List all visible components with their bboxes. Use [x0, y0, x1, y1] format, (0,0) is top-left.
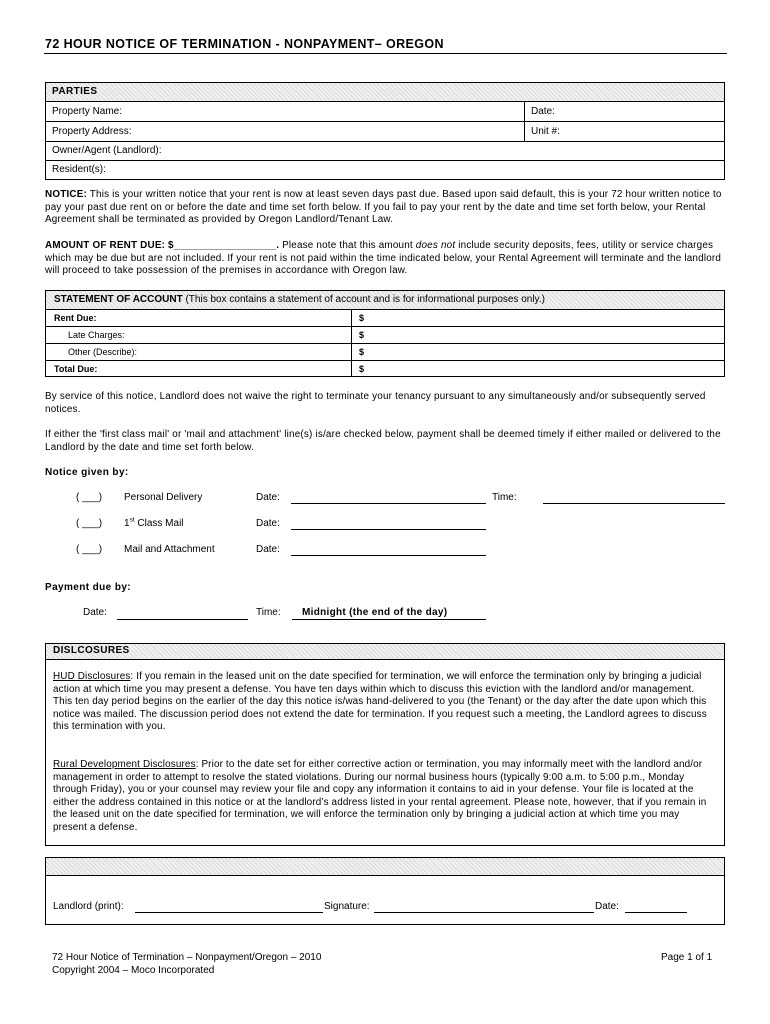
first-class-mail-label: 1st Class Mail: [124, 516, 184, 529]
delivery-check-2[interactable]: ( ___): [76, 518, 103, 529]
property-address-row: [46, 121, 724, 141]
payment-due-time-label: Time:: [256, 607, 281, 618]
rent-due-label: Rent Due:: [54, 313, 97, 323]
signature-label: Signature:: [324, 901, 370, 912]
late-charges-value: $: [359, 330, 365, 340]
signature-box: [45, 857, 725, 925]
hud-disclosure-text: : If you remain in the leased unit on the date specified for termination, we will enforce the termination only by bringing a judicial action at which time you may present a defense. You have ten days within which to discuss this eviction with the landlord and/or management. This ten day period begins on the earlier of the day this notice is/was hand-delivered to you (the Tenant) or the day after the date upon which this notice was mailed. The discussion period does not extend the date for termination. If you request such a meeting, the Landlord agrees to discuss this termination with you.: [53, 671, 707, 733]
parties-box: [45, 82, 725, 180]
mail-attachment-label: Mail and Attachment: [124, 544, 215, 555]
statement-row-other: [46, 343, 724, 360]
page-title: 72 HOUR NOTICE OF TERMINATION - NONPAYMENT– OREGON: [45, 37, 444, 51]
rent-due-value: $: [359, 313, 365, 323]
statement-row-total-due: [46, 360, 724, 377]
signature-line[interactable]: [374, 912, 594, 913]
statement-header-bar: [46, 291, 724, 309]
mail-attachment-date-label: Date:: [256, 544, 280, 555]
rural-disclosure: [53, 759, 716, 835]
notice-label: NOTICE:: [45, 189, 87, 200]
hud-disclosure-title: HUD Disclosures: [53, 671, 131, 682]
service-paragraph: By service of this notice, Landlord does not waive the right to terminate your tenancy pursuant to any simultaneously and/or subsequently served notices.: [45, 391, 706, 415]
disclosures-header: DISLCOSURES: [53, 645, 130, 656]
statement-row-rent-due: [46, 309, 724, 326]
personal-delivery-label: Personal Delivery: [124, 492, 203, 503]
owner-agent-label: Owner/Agent (Landlord):: [52, 145, 162, 156]
notice-paragraph: [45, 189, 725, 227]
first-class-mail-date-label: Date:: [256, 518, 280, 529]
rural-disclosure-title: Rural Development Disclosures: [53, 759, 196, 770]
mail-paragraph: If either the 'first class mail' or 'mail and attachment' line(s) is/are checked below, payment shall be deemed timely if either mailed or delivered to the Landlord by the date and time set forth below.: [45, 429, 721, 453]
hud-disclosure: [53, 671, 716, 734]
late-charges-label: Late Charges:: [68, 330, 125, 340]
statement-row-late-charges: [46, 326, 724, 343]
property-name-label: Property Name:: [52, 106, 123, 117]
personal-delivery-date-label: Date:: [256, 492, 280, 503]
payment-due-date-line[interactable]: [117, 619, 248, 620]
total-due-value: $: [359, 364, 365, 374]
other-label: Other (Describe):: [68, 347, 138, 357]
payment-due-time-value: Midnight (the end of the day): [302, 607, 448, 618]
parties-header-bar: [46, 83, 724, 101]
amount-italic: does not: [415, 240, 456, 251]
notice-text: This is your written notice that your rent is now at least seven days past due. Based upon said default, this is your 72 hour written notice to pay your past due rent on or before the date and time set forth below. If you fail to pay your rent by the date and time set forth below, your Rental Agreement shall be terminated as provided by Oregon Landlord/Tenant Law.: [45, 189, 722, 226]
owner-agent-row: [46, 141, 724, 160]
landlord-print-label: Landlord (print):: [53, 901, 124, 912]
statement-box: [45, 290, 725, 377]
residents-row: [46, 160, 724, 180]
footer-page-number: Page 1 of 1: [661, 952, 713, 963]
signature-date-label: Date:: [595, 901, 619, 912]
payment-due-time-line: [292, 619, 486, 620]
disclosures-header-bar: [46, 644, 724, 660]
property-address-label: Property Address:: [52, 126, 132, 137]
landlord-print-line[interactable]: [135, 912, 323, 913]
delivery-check-3[interactable]: ( ___): [76, 544, 103, 555]
amount-paragraph: [45, 240, 725, 278]
title-divider: [44, 53, 727, 54]
total-due-label: Total Due:: [54, 364, 98, 374]
personal-delivery-date-line[interactable]: [291, 503, 486, 504]
other-value: $: [359, 347, 365, 357]
payment-due-heading: Payment due by:: [45, 582, 132, 593]
delivery-check-1[interactable]: ( ___): [76, 492, 103, 503]
payment-due-date-label: Date:: [83, 607, 107, 618]
first-class-mail-date-line[interactable]: [291, 529, 486, 530]
signature-header-bar: [46, 858, 724, 876]
footer-copyright: Copyright 2004 – Moco Incorporated: [52, 965, 215, 976]
date-label: Date:: [531, 106, 555, 117]
amount-text-before: Please note that this amount: [279, 240, 416, 251]
notice-given-heading: Notice given by:: [45, 467, 129, 478]
rural-disclosure-text: : Prior to the date set for either corrective action or termination, you may informally meet with the landlord and/or management in order to attempt to resolve the stated violations. During our normal business hours (typically 9:00 a.m. to 5:00 p.m., Monday through Friday), you or your counsel may review your file and copy any information it contains to aid in your defense. Your file is located at the either the address contained in this notice or at the landlord’s address listed in your rental agreement. Please note, however, that if you remain in the leased unit on the date specified for termination, we will enforce the termination only by bringing a judicial action at which time you may present a defense.: [53, 759, 707, 833]
signature-date-line[interactable]: [625, 912, 687, 913]
footer-title: 72 Hour Notice of Termination – Nonpayment/Oregon – 2010: [52, 952, 322, 963]
residents-label: Resident(s):: [52, 164, 106, 175]
disclosures-box: [45, 643, 725, 846]
amount-label: AMOUNT OF RENT DUE: $__________________.: [45, 240, 280, 251]
statement-header-rest: (This box contains a statement of account and is for informational purposes only.): [182, 294, 545, 305]
mail-attachment-date-line[interactable]: [291, 555, 486, 556]
property-name-row: [46, 101, 724, 121]
statement-header: [54, 294, 545, 305]
personal-delivery-time-line[interactable]: [543, 503, 725, 504]
parties-header: PARTIES: [52, 86, 98, 97]
unit-label: Unit #:: [531, 126, 560, 137]
statement-header-bold: STATEMENT OF ACCOUNT: [54, 294, 183, 305]
personal-delivery-time-label: Time:: [492, 492, 517, 503]
amount-text-after: include security deposits, fees, utility or service charges which may be due but are not included. If your rent is not paid within the time indicated below, your Rental Agreement will terminate and the landlord will proceed to take possession of the premises in accordance with Oregon law.: [45, 240, 722, 277]
